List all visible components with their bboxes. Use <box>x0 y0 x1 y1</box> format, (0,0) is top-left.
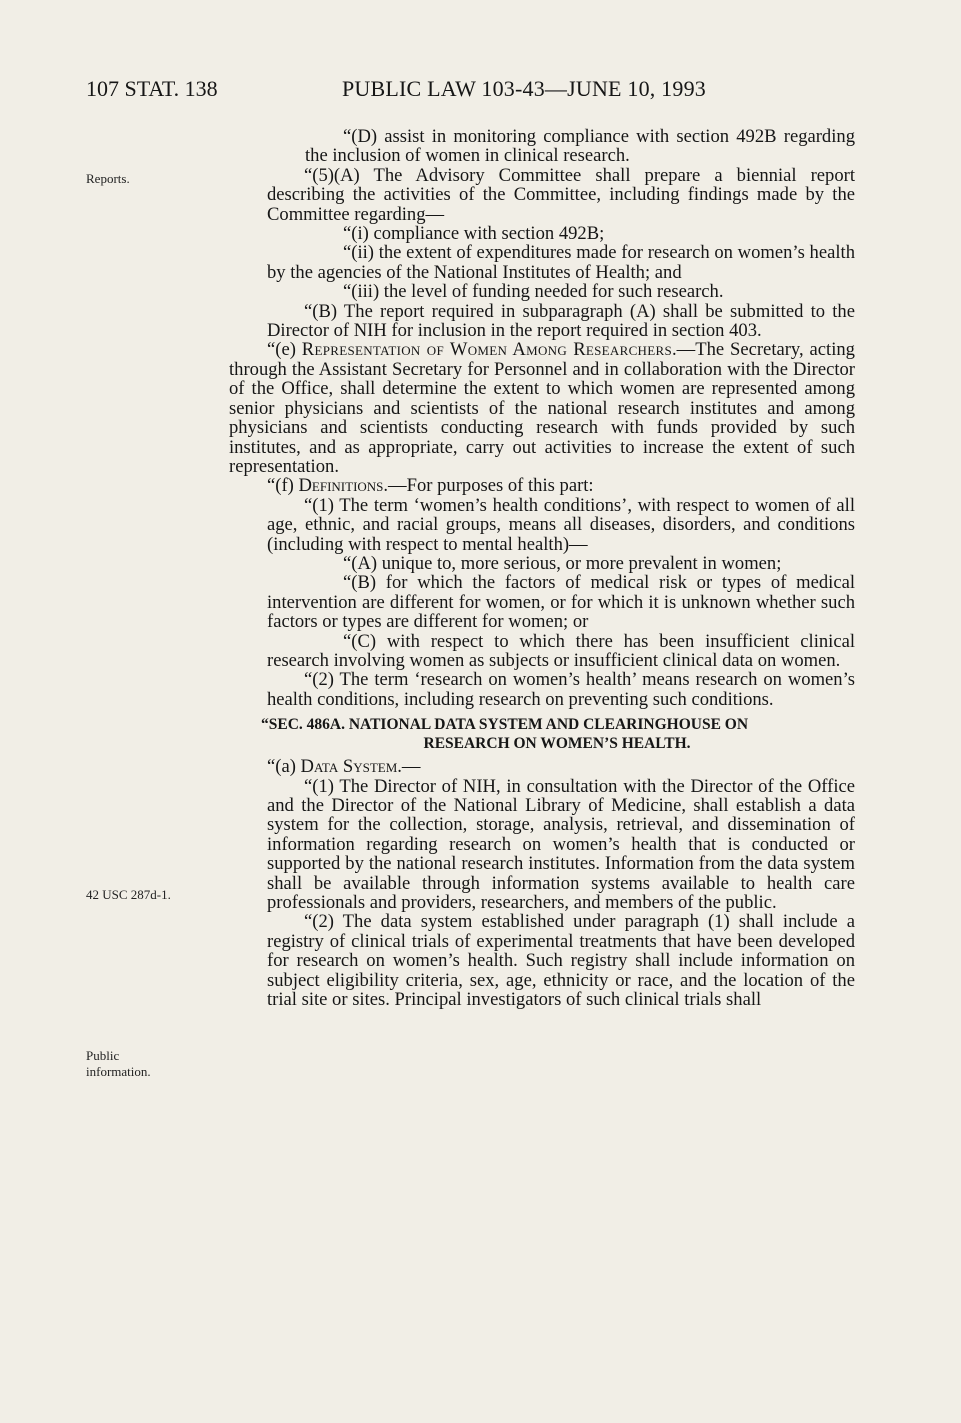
paragraph-e <box>229 340 855 476</box>
body-text <box>229 127 855 1009</box>
margin-note-public-info-1: Public <box>86 1048 120 1063</box>
f-text: .—For purposes of this part: <box>383 475 594 497</box>
a-suffix: .— <box>397 756 421 778</box>
section-heading-line-2: RESEARCH ON WOMEN’S HEALTH. <box>423 735 691 753</box>
paragraph-f1c: “(C) with respect to which there has been insufficient clinical research involving women as subjects or insufficient clinical data on women. <box>267 630 855 671</box>
e-text: .—The Secretary, acting through the Assistant Secretary for Personnel and in collaboration with the Director of the Office, shall determine the extent to which women are represented among senior physicians and scientists of the national research institutes and among physicians and scientists conducting research with funds provided by such institutes, and as appropriate, carry out activities to increase the extent of such representation. <box>229 339 855 477</box>
paragraph-f1b: “(B) for which the factors of medical risk or types of medical intervention are different for women, or for which it is unknown whether such factors or types are different for women; or <box>267 572 855 633</box>
paragraph-a-heading <box>229 757 855 776</box>
f-prefix: “(f) <box>267 475 299 497</box>
paragraph-iii: “(iii) the level of funding needed for such research. <box>343 281 724 303</box>
paragraph-ii: “(ii) the extent of expenditures made for research on women’s health by the agencies of the National Institutes of Health; and <box>267 242 855 283</box>
section-heading <box>229 715 855 753</box>
running-title: PUBLIC LAW 103-43—JUNE 10, 1993 <box>342 76 706 101</box>
f-heading: Definitions <box>298 475 384 497</box>
section-heading-line-1: “SEC. 486A. NATIONAL DATA SYSTEM AND CLEARINGHOUSE ON <box>261 716 749 734</box>
margin-note-public-info-2: information. <box>86 1064 151 1079</box>
margin-note-reports: Reports. <box>86 171 130 186</box>
paragraph-d-assist: “(D) assist in monitoring compliance with section 492B regarding the inclusion of women in clinical research. <box>305 126 855 167</box>
paragraph-f2: “(2) The term ‘research on women’s health’ means research on women’s health conditions, including research on preventing such conditions. <box>267 669 855 710</box>
e-heading: Representation of Women Among Researchers <box>301 339 672 361</box>
paragraph-a2: “(2) The data system established under paragraph (1) shall include a registry of clinical trials of experimental treatments that have been developed for research on women’s health. Such registry shall include information on subject eligibility criteria, sex, age, ethnicity or race, and the location of the trial site or sites. Principal investigators of such clinical trials shall <box>267 911 855 1011</box>
paragraph-i: “(i) compliance with section 492B; <box>343 223 605 245</box>
margin-note-usc: 42 USC 287d-1. <box>86 887 171 902</box>
page-header <box>86 76 886 108</box>
paragraph-5a: “(5)(A) The Advisory Committee shall prepare a biennial report describing the activities of the Committee, including findings made by the Committee regarding— <box>267 164 855 225</box>
paragraph-f1: “(1) The term ‘women’s health conditions’, with respect to women of all age, ethnic, and racial groups, means all diseases, disorders, and conditions (including with respect to mental health)— <box>267 494 855 555</box>
page-reference: 107 STAT. 138 <box>86 76 218 101</box>
paragraph-f <box>229 476 855 495</box>
paragraph-f1a: “(A) unique to, more serious, or more prevalent in women; <box>343 552 782 574</box>
a-prefix: “(a) <box>267 756 301 778</box>
paragraph-a1: “(1) The Director of NIH, in consultation with the Director of the Office and the Director of the National Library of Medicine, shall establish a data system for the collection, storage, analysis, retrieval, and dissemination of information regarding research on women’s health that is conducted or supported by the national research institutes. Information from the data system shall be available through information systems available to health care professionals and providers, researchers, and members of the public. <box>267 775 855 914</box>
a-heading: Data System <box>300 756 398 778</box>
paragraph-b-report: “(B) The report required in subparagraph (A) shall be submitted to the Director of NIH for inclusion in the report required in section 403. <box>267 300 855 342</box>
e-prefix: “(e) <box>267 339 302 361</box>
